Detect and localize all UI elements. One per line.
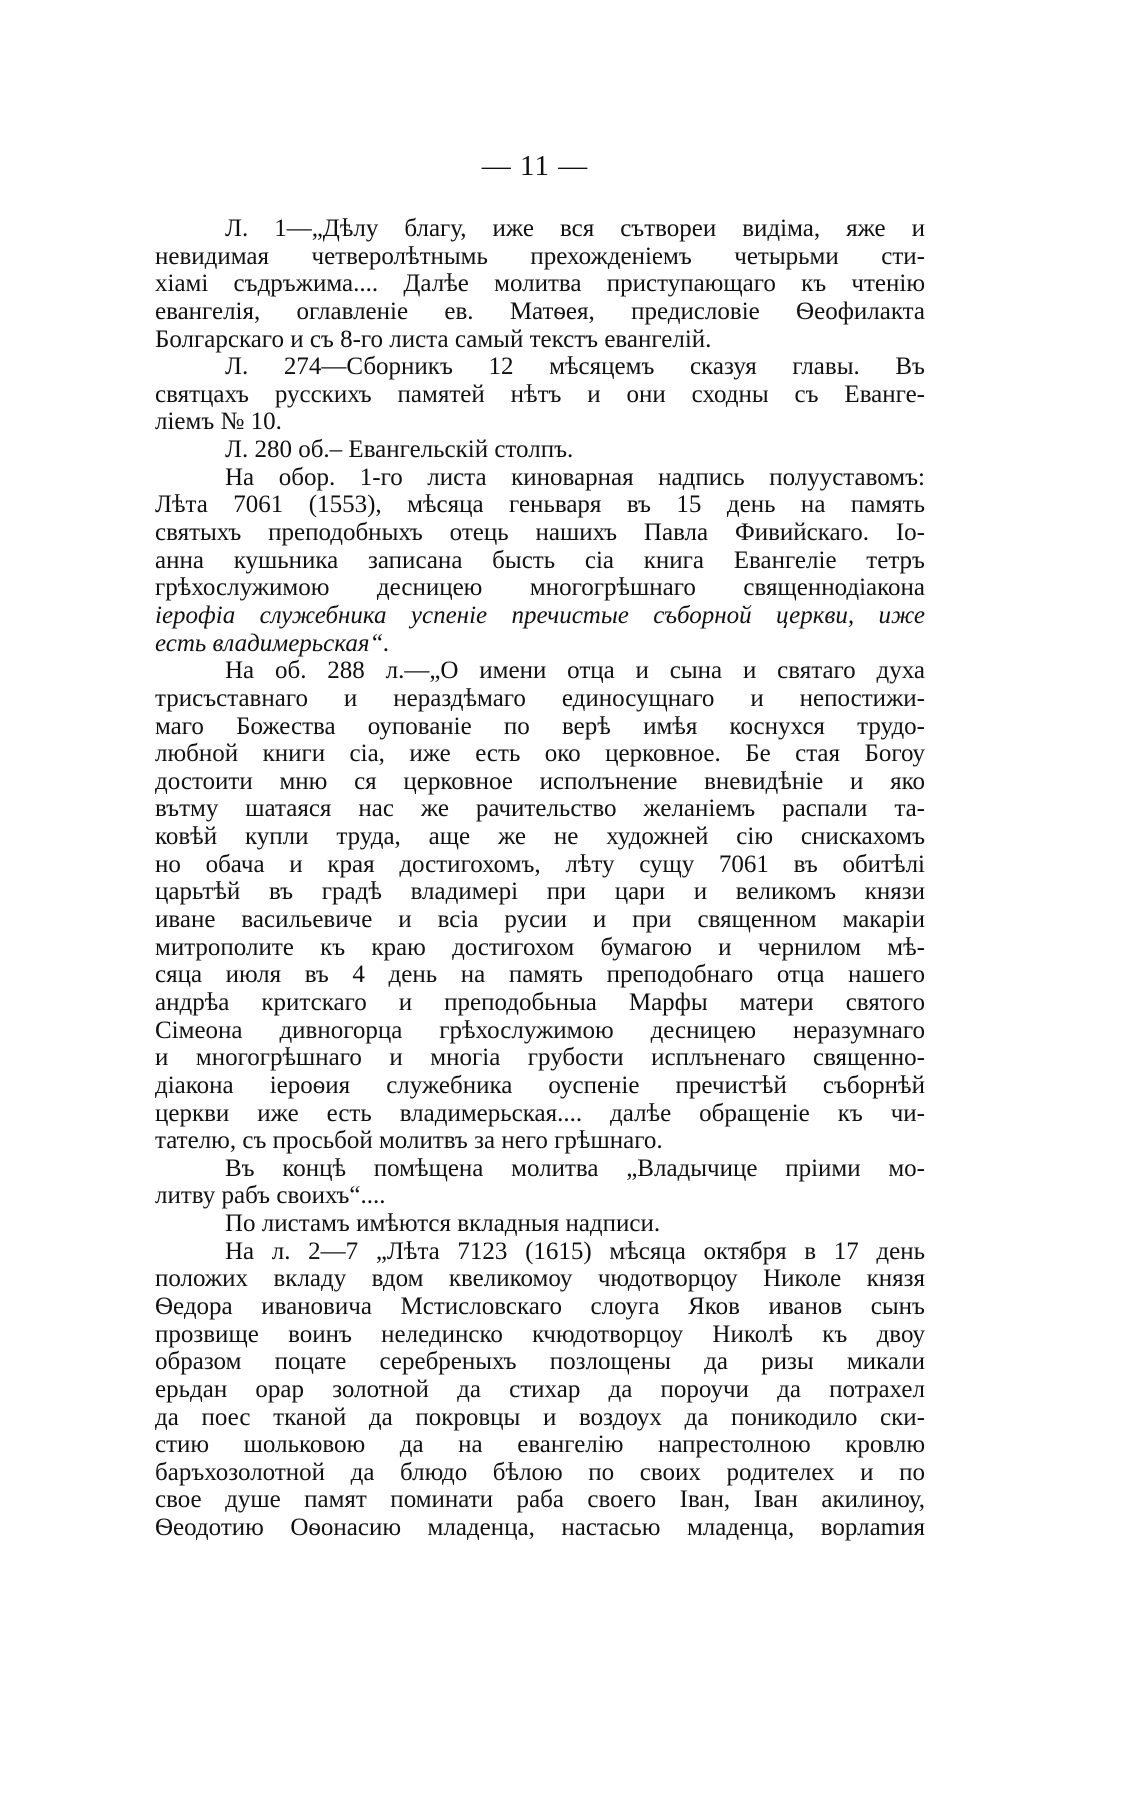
- text-line: баръхозолотной да блюдо бѣлою по своих родителех и по: [155, 1458, 925, 1486]
- text-line: но обача и края достигохомъ, лѣту сущу 7061 въ обитѣлі: [155, 850, 925, 878]
- text-line: На об. 288 л.—„О имени отца и сына и святаго духа: [225, 657, 925, 685]
- text-line: анна кушьника записана бысть сіа книга Евангеліе тетръ: [155, 546, 925, 574]
- text-line: да поес тканой да покровцы и воздоух да поникодило ски-: [155, 1403, 925, 1431]
- text-line: На л. 2—7 „Лѣта 7123 (1615) мѣсяца октября в 17 день: [225, 1237, 925, 1265]
- text-line: церкви иже есть владимерьская.... далѣе обращеніе къ чи-: [155, 1099, 925, 1127]
- text-line: тателю, съ просьбой молитвъ за него грѣшнаго.: [155, 1127, 663, 1155]
- text-line: сяца июля въ 4 день на память преподобнаго отца нашего: [155, 961, 925, 989]
- text-line: ерьдан орар золотной да стихар да пороучи да потрахел: [155, 1375, 925, 1403]
- text-line: образом поцате серебреныхъ позлощены да ризы микали: [155, 1348, 925, 1376]
- text-line: любной книги сіа, иже есть око церковное. Бе стая Богоу: [155, 740, 925, 768]
- text-line: святцахъ русскихъ памятей нѣтъ и они сходны съ Еванге-: [155, 380, 925, 408]
- text-line: Л. 1—„Дѣлу благу, иже вся сътвореи видіма, яже и: [225, 215, 925, 242]
- text-line: Л. 280 об.– Евангельскій столпъ.: [225, 436, 574, 464]
- text-line: хіамі съдръжима.... Далѣе молитва приступающаго къ чтенію: [155, 270, 925, 298]
- text-line: стию шольковою да на евангелію напрестолною кровлю: [155, 1431, 925, 1459]
- text-line: трисъставнаго и нераздѣмаго единосущнаго и непостижи-: [155, 684, 925, 712]
- text-line: На обор. 1-го листа киноварная надпись полууставомъ:: [225, 463, 925, 491]
- text-line: Лѣта 7061 (1553), мѣсяца геньваря въ 15 день на память: [155, 491, 925, 519]
- text-line: Въ концѣ помѣщена молитва „Владычице пріими мо-: [225, 1154, 925, 1182]
- text-line: литву рабъ своихъ“....: [155, 1182, 386, 1210]
- text-line: Болгарскаго и съ 8-го листа самый текстъ евангелій.: [155, 325, 712, 353]
- text-line: діакона іероѳия служебника оуспеніе пречистѣй съборнѣй: [155, 1071, 925, 1099]
- text-line: Ѳеодотию Оѳонасию младенца, настасью младенца, ворлamия: [155, 1514, 925, 1542]
- text-line: есть владимерьская“.: [155, 629, 390, 657]
- text-line: свое душе памят поминати раба своего Іван, Іван акилиноу,: [155, 1486, 925, 1514]
- text-line: Л. 274—Сборникъ 12 мѣсяцемъ сказуя главы. Въ: [225, 353, 925, 381]
- text-line: царьтѣй въ градѣ владимері при цари и великомъ князи: [155, 878, 925, 906]
- text-line: По листамъ имѣются вкладныя надписи.: [225, 1210, 661, 1238]
- text-line: достоити мню ся церковное исполънение вневидѣніе и яко: [155, 767, 925, 795]
- text-line: маго Божества оупованіе по верѣ имѣя коснухся трудо-: [155, 712, 925, 740]
- text-line: святыхъ преподобныхъ отець нашихъ Павла Фивийскаго. Іо-: [155, 519, 925, 547]
- text-line: невидимая четверолѣтнымь прехожденіемъ четырьми сти-: [155, 242, 925, 270]
- text-line: ковѣй купли труда, аще же не художней сію снискахомъ: [155, 823, 925, 851]
- text-line: положих вкладу вдом квеликомоу чюдотворцоу Николе князя: [155, 1265, 925, 1293]
- text-line: прозвище воинъ нелединско кчюдотворцоу Николѣ къ двоу: [155, 1320, 925, 1348]
- body-text: [155, 215, 925, 1542]
- page-number: — 11 —: [481, 150, 589, 182]
- text-line: андрѣа критскаго и преподобьныа Марфы матери святого: [155, 988, 925, 1016]
- text-line: Сімеона дивногорца грѣхослужимою десницею неразумнаго: [155, 1016, 925, 1044]
- text-line: евангелія, оглавленіе ев. Матѳея, предисловіе Ѳеофилакта: [155, 297, 925, 325]
- text-line: иване васильевиче и всіа русии и при священном макаріи: [155, 906, 925, 934]
- text-line: грѣхослужимою десницею многогрѣшнаго священнодіакона: [155, 574, 925, 602]
- text-line: ліемъ № 10.: [155, 408, 282, 436]
- text-line: іерофіа служебника успеніе пречистые съборной церкви, иже: [155, 601, 925, 629]
- text-line: вътму шатаяся нас же рачительство желаніемъ распали та-: [155, 795, 925, 823]
- text-line: митрополите къ краю достигохом бумагою и чернилом мѣ-: [155, 933, 925, 961]
- text-line: Ѳедора ивановича Мстисловскаго слоуга Яков иванов сынъ: [155, 1292, 925, 1320]
- text-line: и многогрѣшнаго и многіа грубости исплъненаго священно-: [155, 1044, 925, 1072]
